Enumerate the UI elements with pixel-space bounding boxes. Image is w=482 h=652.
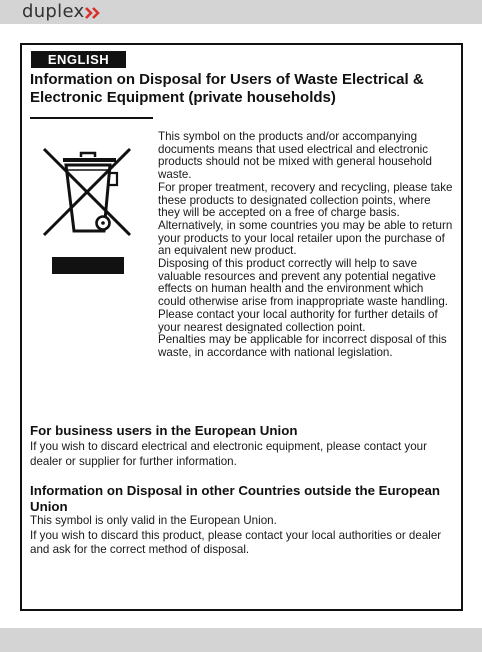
paragraph: For proper treatment, recovery and recycling, please take these products to designated collection points, where they will be accepted on a free of charge basis. Alternatively, in some countries you may be able to return your products to your local retailer upon the purchase of an equivalent new product.: [158, 180, 453, 258]
paragraph: If you wish to discard electrical and electronic equipment, please contact your dealer or supplier for further information.: [30, 440, 427, 468]
language-tag: ENGLISH: [31, 51, 126, 68]
brand-name: duplex: [22, 1, 85, 22]
divider-line: [30, 117, 153, 119]
paragraph: This symbol is only valid in the European Union.: [30, 514, 277, 527]
double-chevron-icon: [85, 7, 103, 19]
disposal-description: [158, 131, 454, 360]
page-title: Information on Disposal for Users of Waste Electrical & Electronic Equipment (private households): [30, 71, 424, 106]
business-text: [30, 440, 454, 469]
other-countries-text: [30, 514, 454, 558]
paragraph: If you wish to discard this product, please contact your local authorities or dealer and ask for the correct method of disposal.: [30, 528, 442, 556]
paragraph: This symbol on the products and/or accompanying documents means that used electrical and electronic products should not be mixed with general household waste.: [158, 130, 432, 182]
business-heading: For business users in the European Union: [30, 423, 298, 438]
header-bar: [0, 0, 482, 24]
crossed-out-wheelie-bin-icon: [38, 143, 138, 243]
symbol-bar: [52, 257, 124, 274]
paragraph: Penalties may be applicable for incorrect disposal of this waste, in accordance with national legislation.: [158, 333, 447, 359]
paragraph: Disposing of this product correctly will help to save valuable resources and prevent any potential negative effects on human health and the environment which could otherwise arise from inappropriate waste handling. Please contact your local authority for further details of your nearest designated collection point.: [158, 257, 449, 334]
brand-logo: [22, 1, 103, 23]
other-countries-heading: Information on Disposal in other Countries outside the European Union: [30, 483, 441, 514]
footer-bar: [0, 628, 482, 652]
